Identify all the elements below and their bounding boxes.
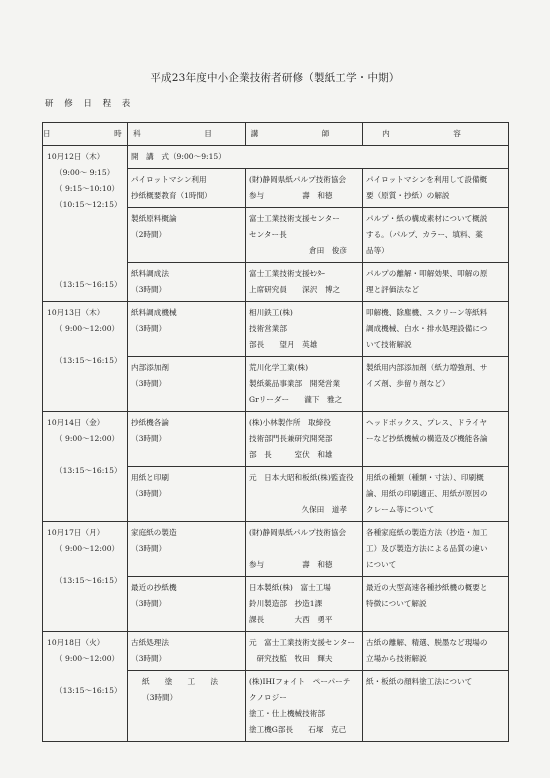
session-content: ヘッドボックス、プレス、ドライヤ ーなど抄紙機械の構造及び機能各論 <box>363 412 509 467</box>
session-content: 用紙の種類（種類・寸法）、印刷概 論、用紙の印刷適正、用紙が原因の クレーム等について <box>363 467 509 522</box>
session-row <box>43 302 509 357</box>
session-subject: 紙 塗 工 法 （3時間） <box>128 671 246 742</box>
session-lecturer: (財)静岡県紙パルプ技術協会 参与 壽 和徳 <box>246 169 363 208</box>
session-subject: 抄紙機各論 （3時間） <box>128 412 246 467</box>
session-lecturer: (株)小林製作所 取締役 技術部門長兼研究開発部 部 長 室伏 和雄 <box>246 412 363 467</box>
day-datetime-cell <box>43 146 128 302</box>
session-lecturer: 相川鉄工(株) 技術営業部 部長 望月 英雄 <box>246 302 363 357</box>
time-slot: （ 9:00〜12:00） <box>55 544 120 553</box>
day-datetime-cell <box>43 522 128 632</box>
header-content: 内 容 <box>363 123 509 146</box>
document-subtitle: 研 修 日 程 表 <box>45 99 135 109</box>
session-lecturer: 富士工業技術支援センター センター長 倉田 俊彦 <box>246 208 363 263</box>
session-content: 最近の大型高速各種抄紙機の概要と 特徴について解説 <box>363 577 509 632</box>
session-subject: 製紙原料概論 （2時間） <box>128 208 246 263</box>
time-slot: （ 9:00〜12:00） <box>55 654 120 663</box>
session-subject: 紙料調成機械 （3時間） <box>128 302 246 357</box>
session-content: 叩解機、除塵機、スクリーン等紙料 調成機械、白水・排水処理設備につ いて技術解説 <box>363 302 509 357</box>
session-lecturer: (株)IHIフォイト ペーパーテ クノロジー 塗工・仕上機械技術部 塗工機G部長 石塚 克己 <box>246 671 363 742</box>
time-slot: （ 9:15〜10:10） <box>55 184 120 193</box>
session-lecturer: 元 富士工業技術支援センター 研究技監 牧田 輝夫 <box>246 632 363 671</box>
session-row <box>43 632 509 671</box>
time-slot: （13:15〜16:15） <box>55 280 122 289</box>
session-row <box>43 522 509 577</box>
day-datetime-cell <box>43 632 128 742</box>
day-datetime-cell <box>43 412 128 522</box>
session-subject: 内部添加剤 （3時間） <box>128 357 246 412</box>
time-slot: （13:15〜16:15） <box>55 686 122 695</box>
time-slot: （13:15〜16:15） <box>55 466 122 475</box>
schedule-table <box>42 122 509 742</box>
session-subject: 最近の抄紙機 （3時間） <box>128 577 246 632</box>
header-row <box>43 123 509 146</box>
time-slot: （ 9:00〜12:00） <box>55 324 120 333</box>
day-date: 10月12日（木） <box>47 152 105 161</box>
session-subject: 古紙処理法 （3時間） <box>128 632 246 671</box>
session-content: 各種家庭紙の製造方法（抄造・加工 工）及び製造方法による品質の違い について <box>363 522 509 577</box>
session-lecturer: 日本製紙(株) 富士工場 鈴川製造部 抄造1課 課長 大西 勇平 <box>246 577 363 632</box>
session-subject: 用紙と印刷 （3時間） <box>128 467 246 522</box>
session-lecturer: (財)静岡県紙パルプ技術協会 参与 壽 和徳 <box>246 522 363 577</box>
time-slot: （13:15〜16:15） <box>55 356 122 365</box>
session-content: 製紙用内部添加剤（紙力増強剤、サ イズ剤、歩留り剤など） <box>363 357 509 412</box>
session-subject: 紙料調成法 （3時間） <box>128 263 246 302</box>
day-date: 10月14日（金） <box>47 418 105 427</box>
header-subject: 科 目 <box>128 123 246 146</box>
time-slot: （9:00〜 9:15） <box>55 168 115 177</box>
day-row-opening <box>43 146 509 169</box>
session-lecturer: 元 日本大昭和板紙(株)監査役 久保田 道孝 <box>246 467 363 522</box>
day-date: 10月18日（火） <box>47 638 105 647</box>
session-content: 古紙の離解、精選、脱墨など現場の 立場から技術解説 <box>363 632 509 671</box>
session-row <box>43 412 509 467</box>
day-date: 10月17日（月） <box>47 528 105 537</box>
session-lecturer: 荒川化学工業(株) 製紙薬品事業部 開発営業 Grリーダー 瀧下 雅之 <box>246 357 363 412</box>
day-datetime-cell <box>43 302 128 412</box>
header-lecturer: 講 師 <box>246 123 363 146</box>
session-content: パイロットマシンを利用して設備概 要（原質・抄紙）の解説 <box>363 169 509 208</box>
day-date: 10月13日（木） <box>47 308 105 317</box>
opening-ceremony: 開 講 式（9:00〜9:15） <box>128 146 509 169</box>
session-subject: パイロットマシン利用 抄紙概要教育（1時間） <box>128 169 246 208</box>
session-content: パルプの離解・叩解効果、叩解の原 理と評価法など <box>363 263 509 302</box>
document-title: 平成23年度中小企業技術者研修（製紙工学・中期） <box>150 72 400 84</box>
time-slot: （ 9:00〜12:00） <box>55 434 120 443</box>
session-lecturer: 富士工業技術支援ｾﾝﾀｰ 上席研究員 深沢 博之 <box>246 263 363 302</box>
session-content: 紙・板紙の顔料塗工法について <box>363 671 509 742</box>
time-slot: （10:15〜12:15） <box>55 200 122 209</box>
session-content: パルプ・紙の構成素材について概説 する。（パルプ、カラー、填料、薬 品等） <box>363 208 509 263</box>
header-datetime: 日 時 <box>43 123 128 146</box>
time-slot: （13:15〜16:15） <box>55 576 122 585</box>
session-subject: 家庭紙の製造 （3時間） <box>128 522 246 577</box>
